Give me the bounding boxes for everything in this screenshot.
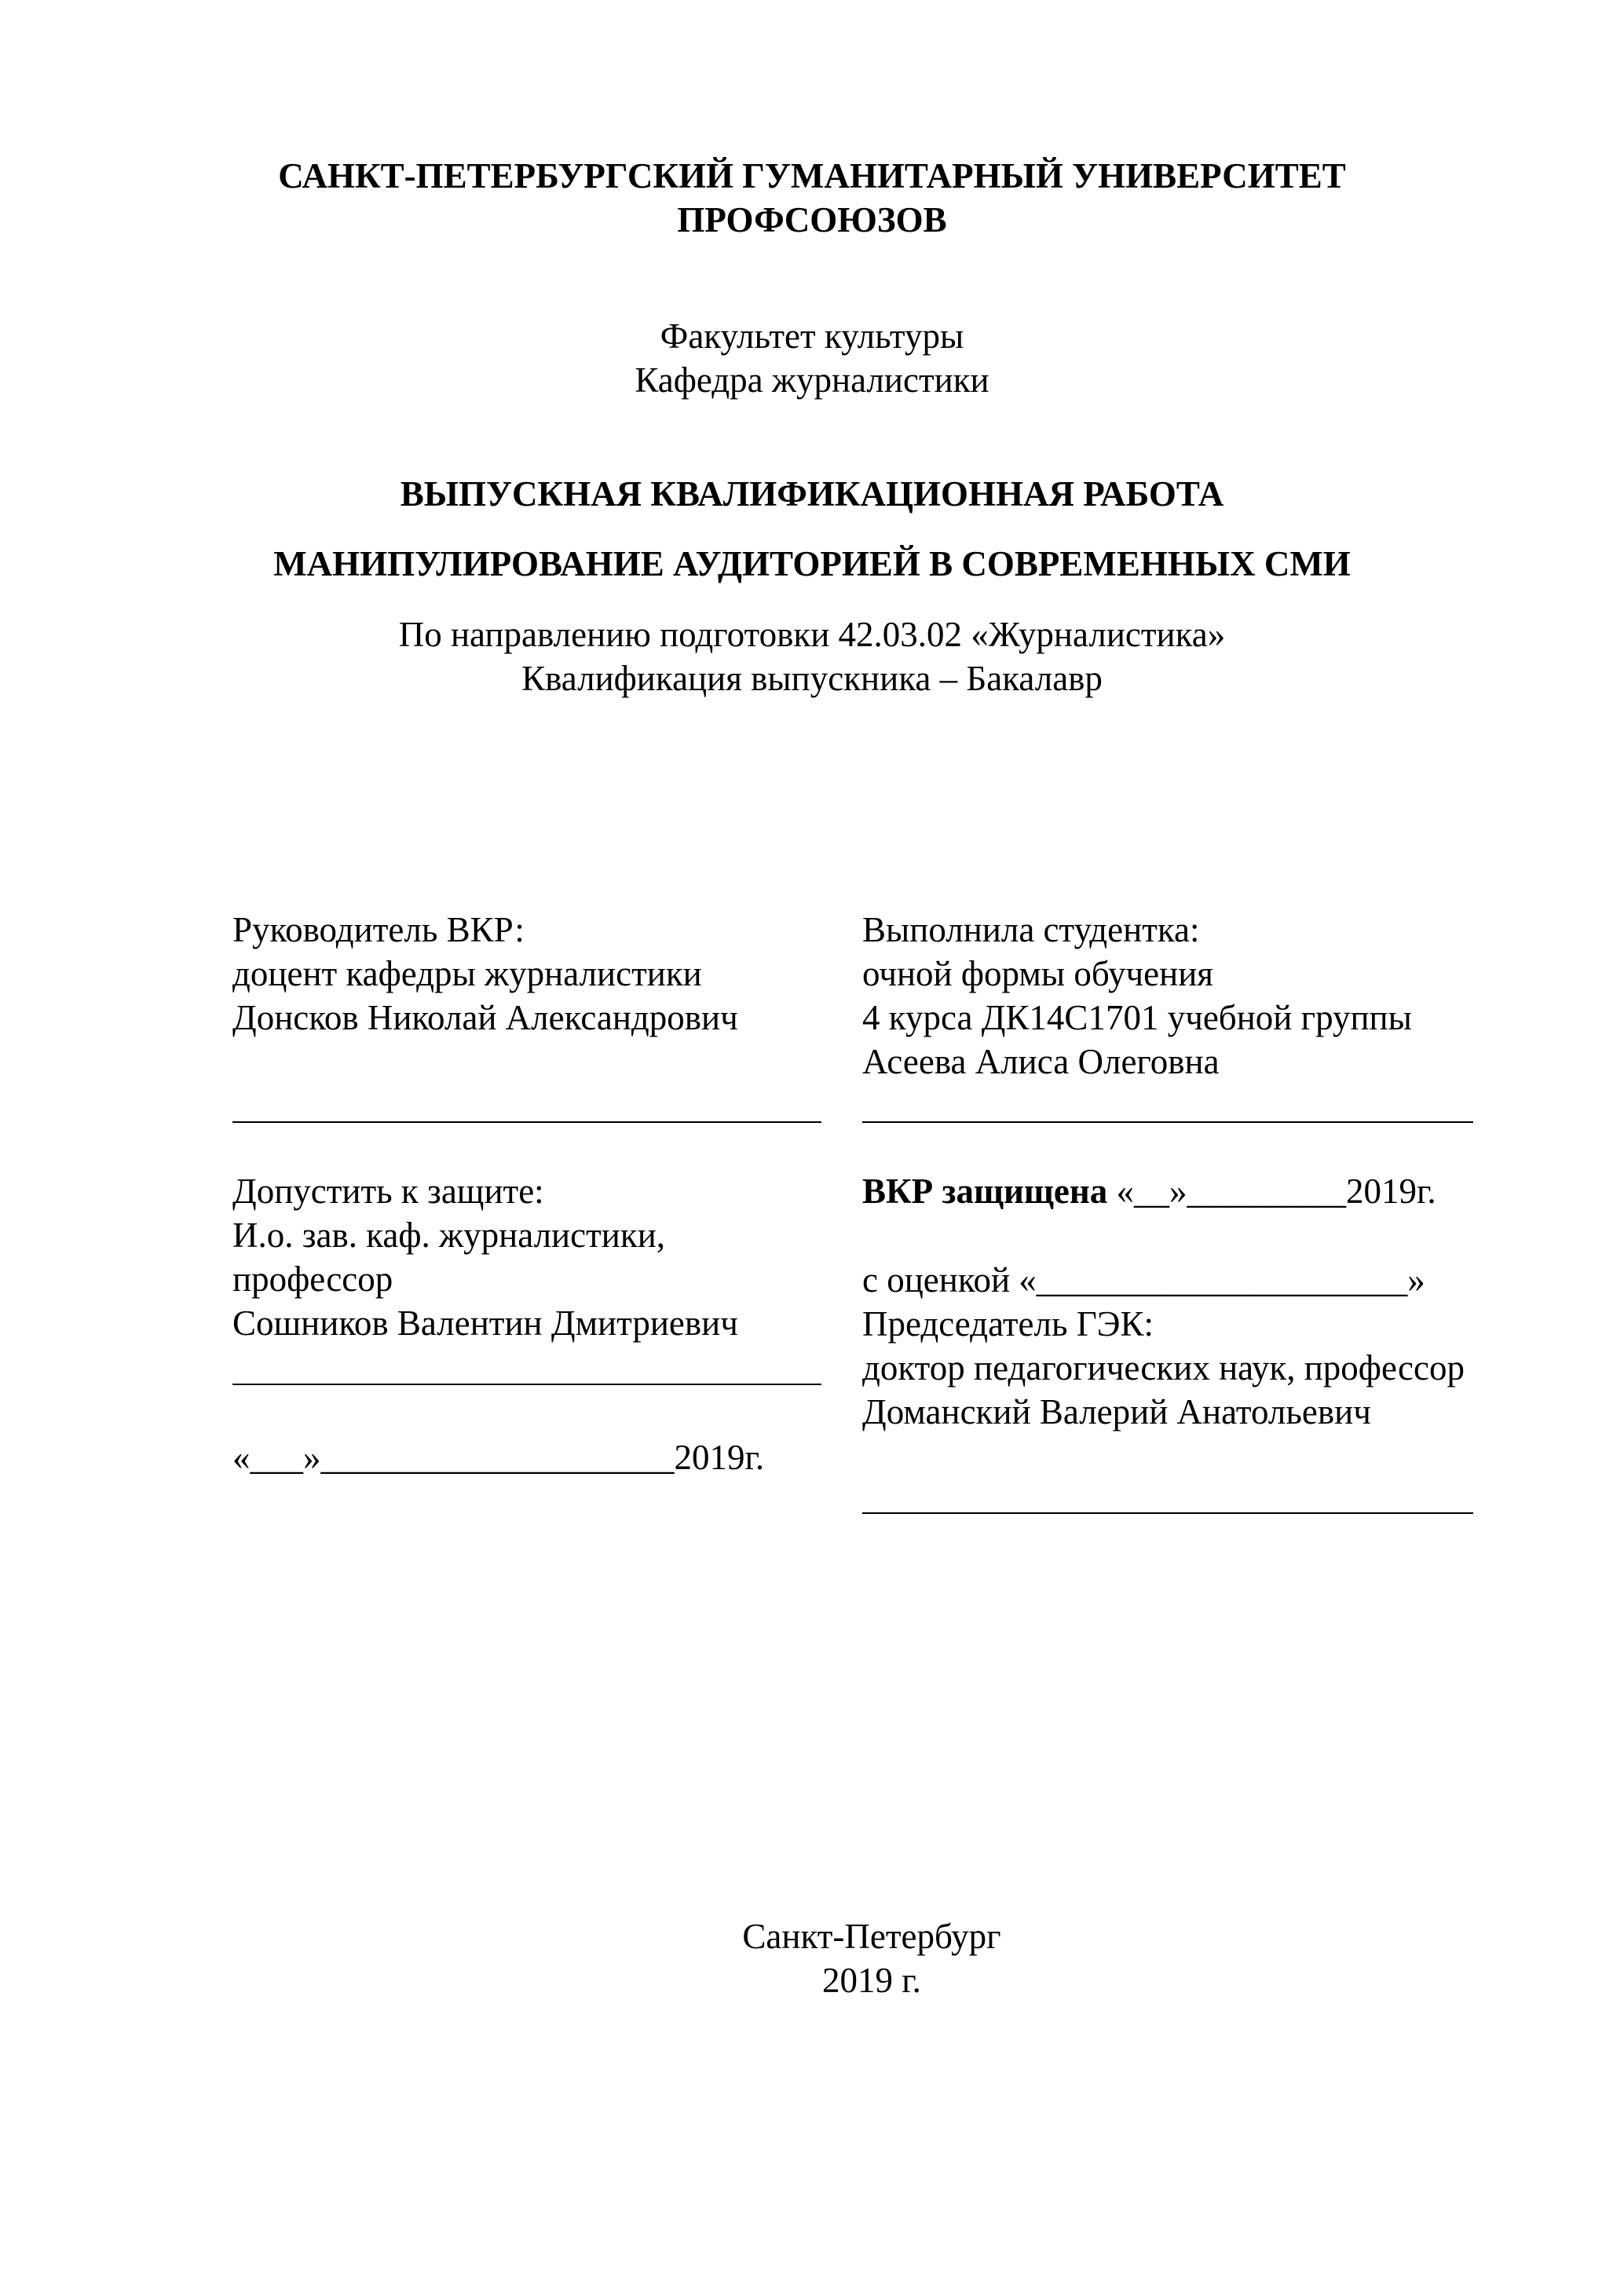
student-signature-line [862, 1121, 1473, 1123]
direction-text: По направлению подготовки 42.03.02 «Журналистика» [398, 615, 1226, 654]
defense-grade-block [862, 1258, 1585, 1434]
faculty-block [0, 314, 1624, 402]
student-group: 4 курса ДК14С1701 учебной группы [862, 998, 1412, 1037]
defense-grade: с оценкой «_____________________» [862, 1260, 1425, 1300]
student-name: Асеева Алиса Олеговна [862, 1042, 1220, 1081]
footer-block [0, 1914, 1624, 2002]
defense-date-line [862, 1169, 1585, 1213]
supervisor-block [232, 908, 829, 1040]
student-label: Выполнила студентка: [862, 910, 1200, 949]
admission-position-line1: И.о. зав. каф. журналистики, [232, 1216, 666, 1255]
supervisor-label: Руководитель ВКР: [232, 910, 525, 949]
work-type-text: ВЫПУСКНАЯ КВАЛИФИКАЦИОННАЯ РАБОТА [400, 474, 1224, 514]
student-form: очной формы обучения [862, 954, 1213, 993]
defense-date: «__»_________2019г. [1107, 1172, 1436, 1211]
direction-block [0, 612, 1624, 700]
supervisor-position: доцент кафедры журналистики [232, 954, 702, 993]
admission-date [232, 1435, 845, 1479]
admission-signature-line [232, 1384, 821, 1385]
chair-position: доктор педагогических наук, профессор [862, 1348, 1465, 1387]
admission-block [232, 1169, 845, 1345]
admission-date-text: «___»____________________2019г. [232, 1438, 765, 1477]
faculty-name: Факультет культуры [660, 316, 964, 356]
defense-label: ВКР защищена [862, 1172, 1108, 1211]
student-block [862, 908, 1569, 1084]
chair-name: Доманский Валерий Анатольевич [862, 1392, 1371, 1431]
supervisor-name: Донсков Николай Александрович [232, 998, 738, 1037]
work-title-text: МАНИПУЛИРОВАНИЕ АУДИТОРИЕЙ В СОВРЕМЕННЫХ СМИ [273, 544, 1351, 583]
qualification-text: Квалификация выпускника – Бакалавр [521, 659, 1103, 698]
supervisor-signature-line [232, 1121, 821, 1123]
footer-year: 2019 г. [822, 1961, 921, 2000]
admission-name: Сошников Валентин Дмитриевич [232, 1303, 738, 1343]
admission-position-line2: профессор [232, 1260, 393, 1299]
chair-label: Председатель ГЭК: [862, 1304, 1154, 1344]
chair-signature-line [862, 1512, 1473, 1514]
university-name-line1: САНКТ-ПЕТЕРБУРГСКИЙ ГУМАНИТАРНЫЙ УНИВЕРСИТЕТ [278, 156, 1346, 196]
work-type [0, 472, 1624, 516]
university-name-line2: ПРОФСОЮЗОВ [677, 200, 947, 239]
department-name: Кафедра журналистики [635, 360, 989, 400]
footer-city: Санкт-Петербург [742, 1917, 1001, 1956]
admission-label: Допустить к защите: [232, 1172, 544, 1211]
university-name [0, 154, 1624, 242]
work-title [0, 542, 1624, 586]
defense-block [862, 1169, 1585, 1213]
